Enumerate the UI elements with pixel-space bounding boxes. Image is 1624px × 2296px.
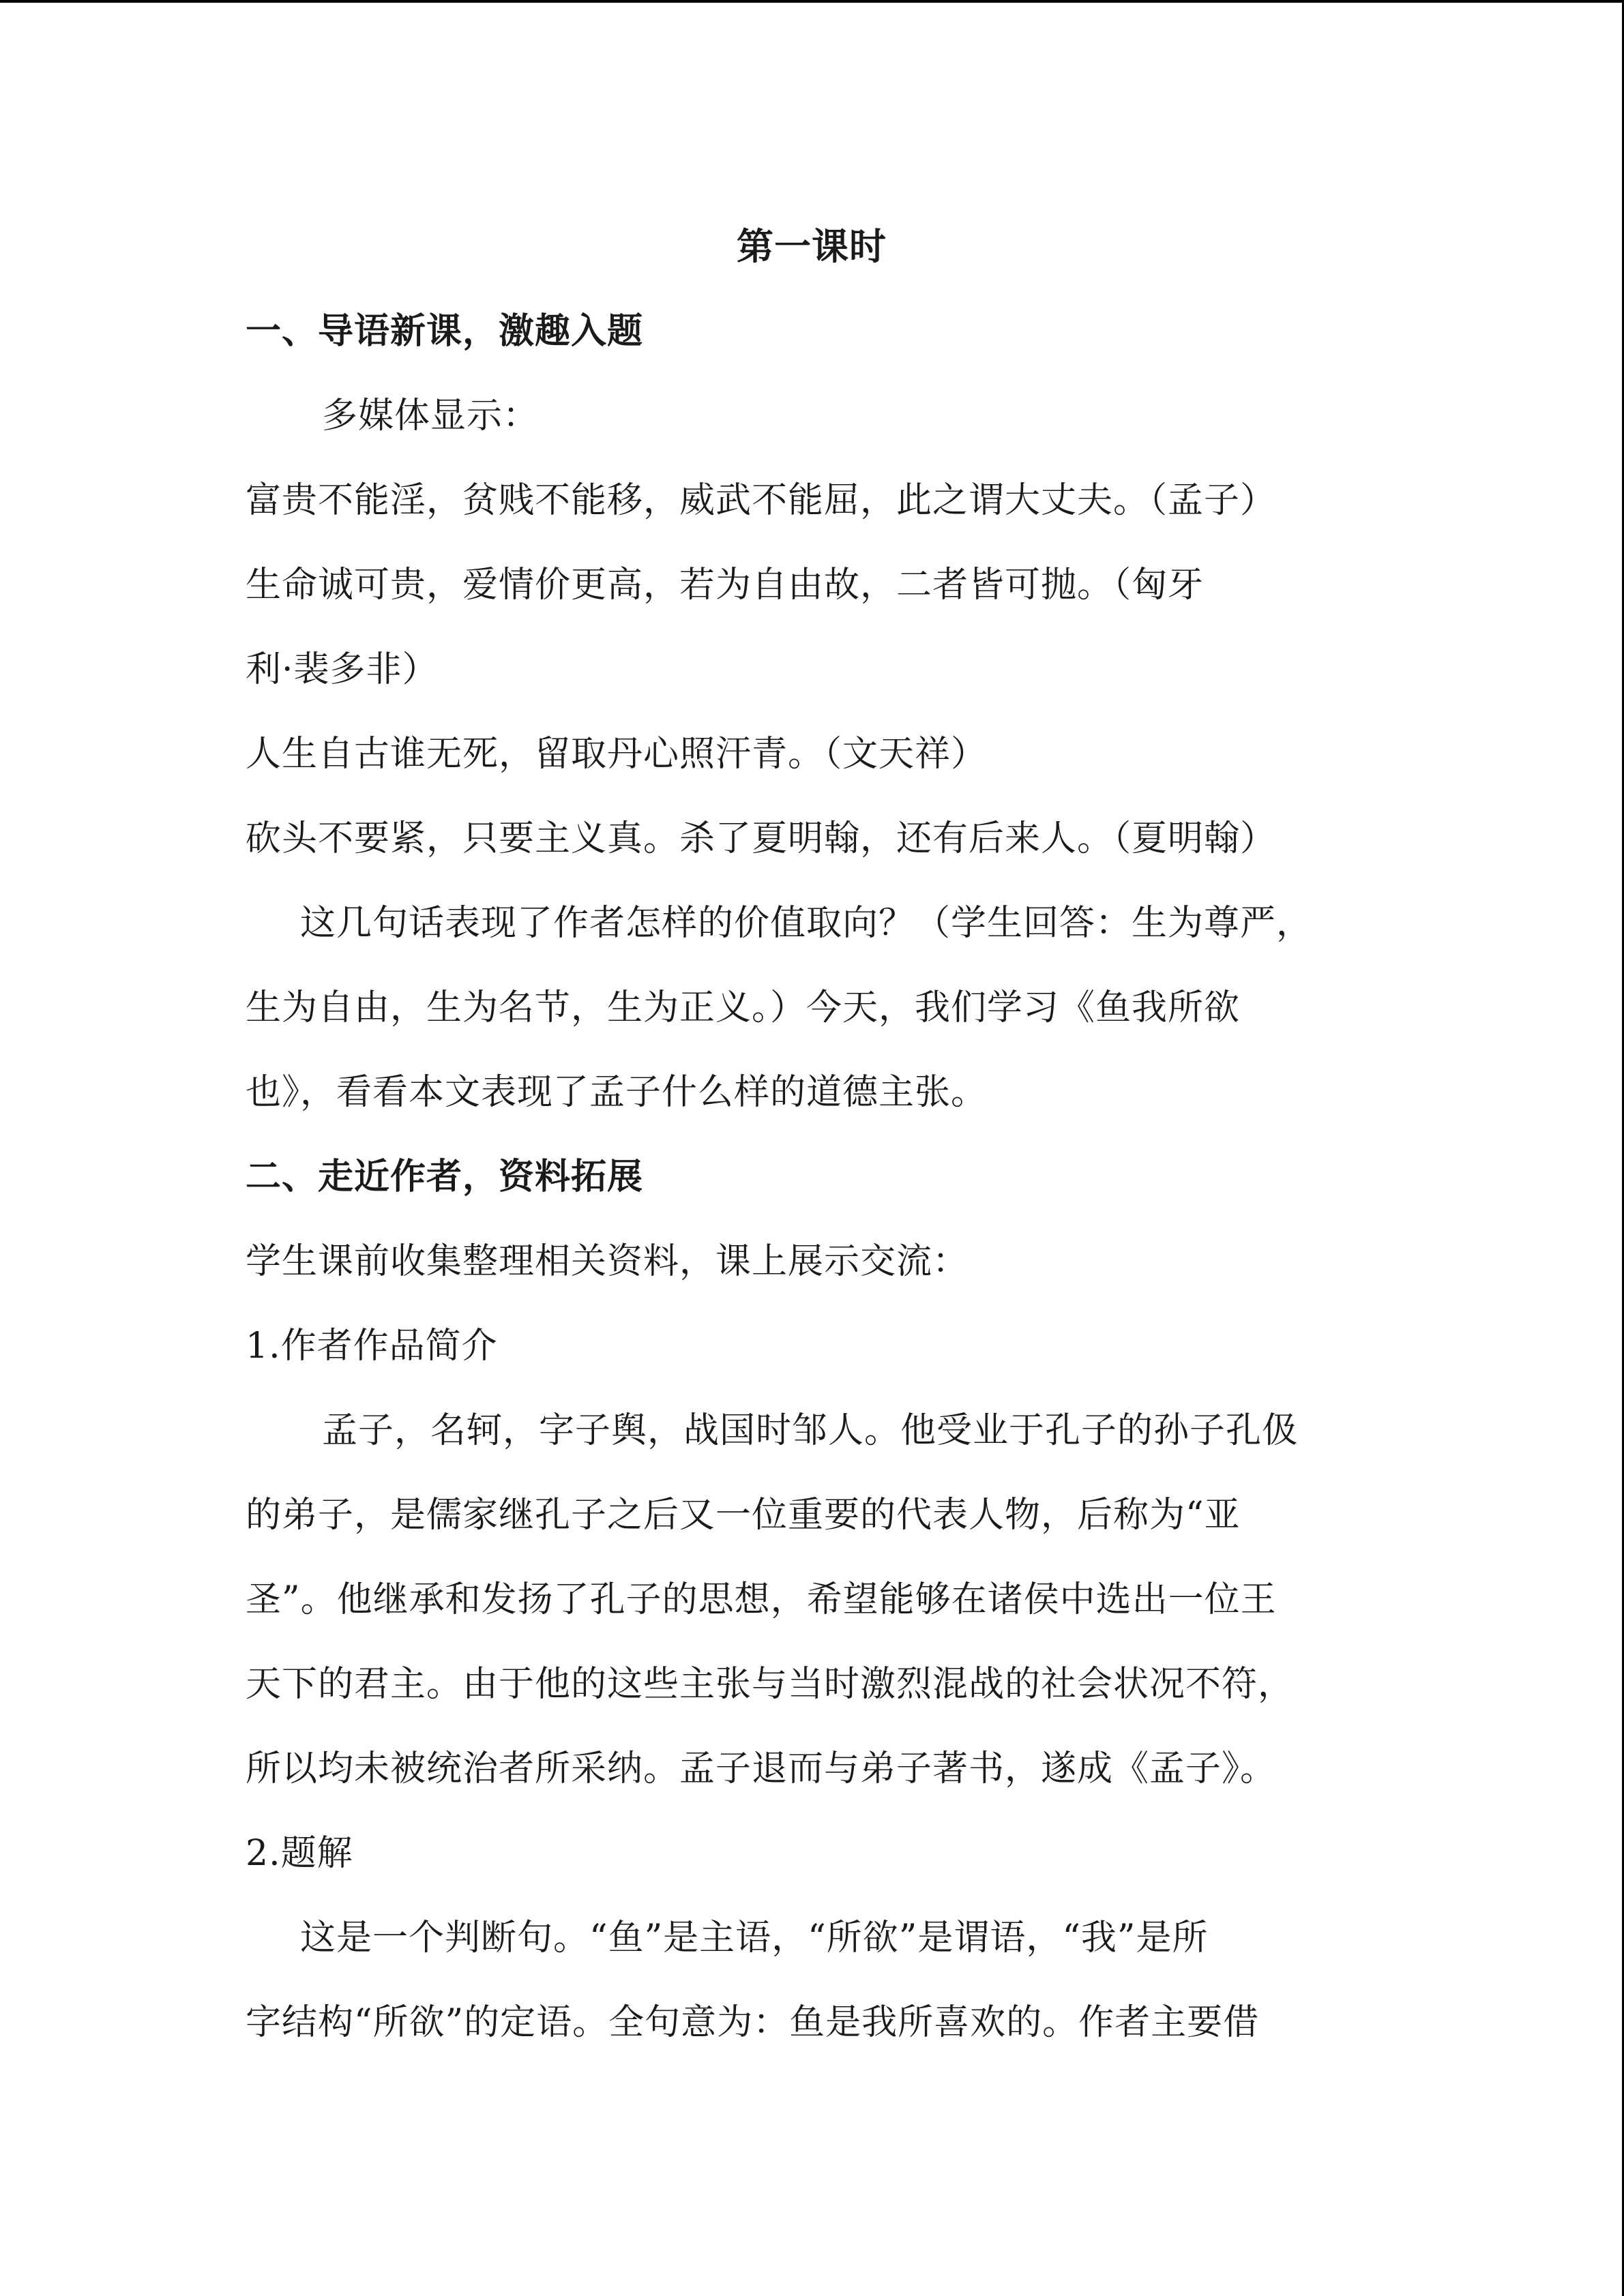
quote-line: 人生自古谁无死，留取丹心照汗青。（文天祥） xyxy=(246,734,988,775)
author-paragraph-line: 的弟子，是儒家继孔子之后又一位重要的代表人物，后称为“亚 xyxy=(246,1495,1241,1536)
quote-line: 富贵不能淫，贫贱不能移，威武不能屈，此之谓大丈夫。（孟子） xyxy=(246,480,1277,521)
section-heading-author: 二、走近作者，资料拓展 xyxy=(246,1157,644,1197)
lesson-title: 第一课时 xyxy=(737,225,887,268)
question-paragraph-line: 也》，看看本文表现了孟子什么样的道德主张。 xyxy=(246,1072,988,1113)
question-paragraph-line: 生为自由，生为名节，生为正义。）今天，我们学习《鱼我所欲 xyxy=(246,987,1241,1028)
author-paragraph-line: 孟子，名轲，字子舆，战国时邹人。他受业于孔子的孙子孔伋 xyxy=(322,1410,1299,1451)
question-paragraph-line: 这几句话表现了作者怎样的价值取向？（学生回答：生为尊严， xyxy=(300,903,1313,944)
quote-line: 利·裴多非） xyxy=(246,649,439,690)
item-heading-author-works: 1.作者作品简介 xyxy=(246,1326,498,1367)
title-explanation-line: 这是一个判断句。“鱼”是主语，“所欲”是谓语，“我”是所 xyxy=(300,1918,1209,1958)
quote-line: 砍头不要紧，只要主义真。杀了夏明翰，还有后来人。（夏明翰） xyxy=(246,818,1277,859)
section-intro: 学生课前收集整理相关资料，课上展示交流： xyxy=(246,1241,969,1282)
multimedia-label: 多媒体显示： xyxy=(322,396,540,436)
author-paragraph-line: 天下的君主。由于他的这些主张与当时激烈混战的社会状况不符， xyxy=(246,1664,1295,1705)
author-paragraph-line: 圣”。他继承和发扬了孔子的思想，希望能够在诸侯中选出一位王 xyxy=(246,1579,1277,1620)
document-page xyxy=(246,205,1378,2065)
quote-line: 生命诚可贵，爱情价更高，若为自由故，二者皆可抛。（匈牙 xyxy=(246,565,1205,606)
section-heading-intro: 一、导语新课，激趣入题 xyxy=(246,311,644,352)
item-heading-title-explanation: 2.题解 xyxy=(246,1833,353,1874)
page-top-border xyxy=(0,0,1624,3)
title-explanation-line: 字结构“所欲”的定语。全句意为：鱼是我所喜欢的。作者主要借 xyxy=(246,2002,1260,2043)
author-paragraph-line: 所以均未被统治者所采纳。孟子退而与弟子著书，遂成《孟子》。 xyxy=(246,1748,1277,1789)
